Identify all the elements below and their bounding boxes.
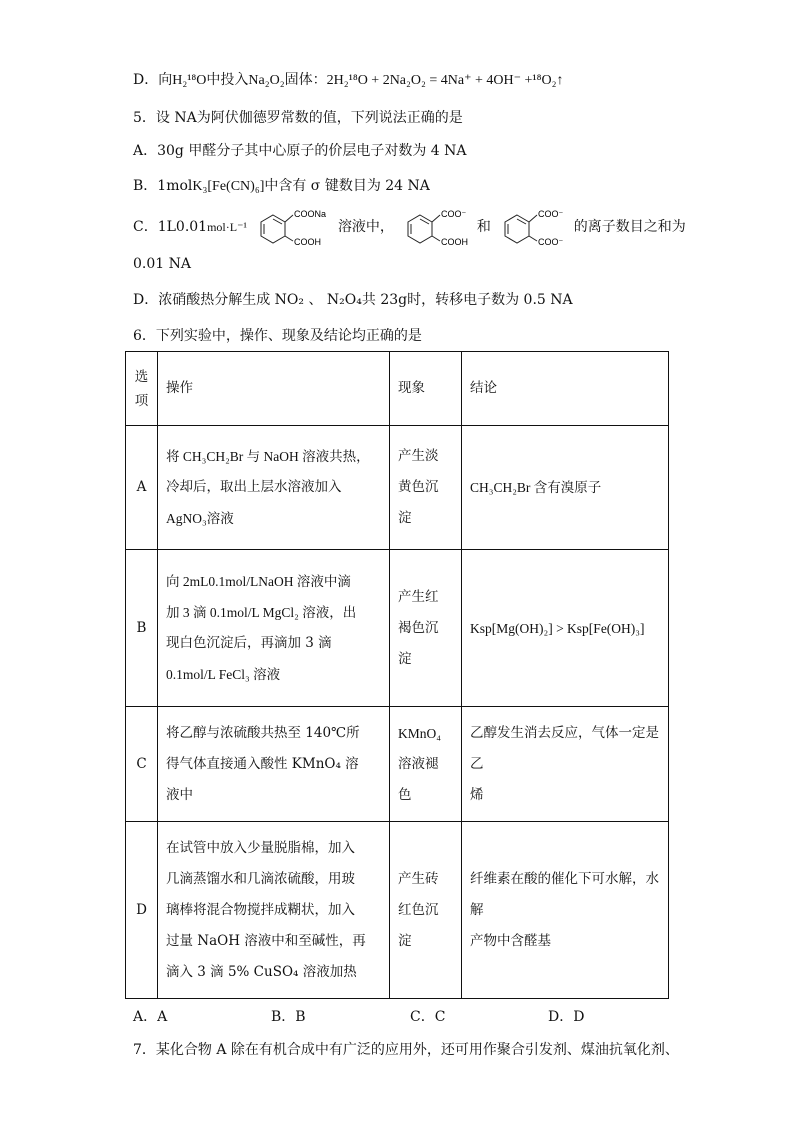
answer-choice-c[interactable]: C．C [410, 1009, 446, 1025]
row-conclusion [462, 822, 669, 999]
phthalate-structure [495, 205, 569, 249]
row-phenomenon [390, 707, 462, 822]
row-phenomenon [390, 822, 462, 999]
row-conclusion [462, 426, 669, 550]
row-option: A [126, 426, 158, 550]
phenomenon-line: 红色沉 [398, 901, 439, 918]
operation-line: 在试管中放入少量脱脂棉，加入 [166, 839, 355, 856]
q5-c-mid2: 和 [476, 219, 491, 235]
row-phenomenon [390, 426, 462, 550]
row-operation [158, 822, 390, 999]
phenomenon-line: 产生砖 [398, 870, 439, 887]
q5-b-prefix: B．1mol [133, 178, 193, 194]
q5-option-a: A．30g 甲醛分子其中心原子的价层电子对数为 4 NA [133, 143, 467, 159]
monosodium-phthalate-structure [251, 205, 333, 249]
conclusion-line: CH₃CH₂Br 含有溴原子 [470, 480, 602, 495]
q7-stem: 7．某化合物 A 除在有机合成中有广泛的应用外，还可用作聚合引发剂、煤油抗氧化剂、 [133, 1042, 679, 1058]
answer-choice-b[interactable]: B．B [271, 1009, 306, 1025]
q4-d-h2o: H₂¹⁸O中投入 [172, 73, 249, 88]
q4-d-prefix: D．向 [133, 72, 173, 88]
table-row [126, 707, 669, 822]
mol2-top-label: COO⁻ [441, 209, 467, 219]
operation-line: 得气体直接通入酸性 KMnO₄ 溶 [166, 755, 359, 772]
operation-line: 将乙醇与浓硫酸共热至 140℃所 [166, 724, 360, 741]
conclusion-line: 乙醇发生消去反应，气体一定是乙 [470, 724, 659, 772]
phenomenon-line: KMnO₄ [398, 725, 441, 741]
row-operation [158, 426, 390, 550]
mol3-top-label: COO⁻ [538, 209, 564, 219]
row-operation [158, 707, 390, 822]
q4-option-d [133, 70, 563, 91]
operation-line: 璃棒将混合物搅拌成糊状，加入 [166, 901, 355, 918]
phenomenon-line: 产生淡 [398, 448, 439, 464]
q5-option-b [133, 176, 430, 197]
q6-stem: 6．下列实验中，操作、现象及结论均正确的是 [133, 328, 422, 344]
phenomenon-line: 黄色沉 [398, 479, 439, 495]
operation-line: 液中 [166, 786, 193, 803]
operation-line: 过量 NaOH 溶液中和至碱性，再 [166, 932, 366, 949]
operation-line: 现白色沉淀后，再滴加 3 滴 [166, 635, 332, 651]
q4-d-na2o2: Na₂O₂ [248, 73, 285, 88]
conclusion-line: 纤维素在酸的催化下可水解，水解 [470, 870, 659, 918]
table-row [126, 426, 669, 550]
row-operation [158, 550, 390, 707]
q5-c-mid1: 溶液中， [337, 219, 394, 235]
operation-line: 滴入 3 滴 5% CuSO₄ 溶液加热 [166, 963, 357, 980]
row-option: D [126, 822, 158, 999]
conclusion-line: 产物中含醛基 [470, 932, 551, 949]
phenomenon-line: 褐色沉 [398, 619, 439, 636]
q5-c-unit: mol·L⁻¹ [207, 220, 248, 234]
header-operation: 操作 [158, 352, 390, 426]
operation-line: 加 3 滴 0.1mol/L MgCl₂ 溶液，出 [166, 605, 357, 620]
mol1-bottom-label: COOH [294, 237, 322, 247]
q5-c-prefix: C．1L0.01 [133, 219, 208, 235]
row-option: B [126, 550, 158, 707]
operation-line: 0.1mol/L FeCl₃ 溶液 [166, 667, 281, 682]
header-phenomenon: 现象 [390, 352, 462, 426]
phenomenon-line: 产生红 [398, 588, 439, 605]
q5-option-c [133, 205, 686, 249]
phenomenon-line: 溶液褪 [398, 755, 439, 772]
experiment-table [125, 351, 669, 999]
q4-d-equation: 2H₂¹⁸O + 2Na₂O₂ = 4Na⁺ + 4OH⁻ +¹⁸O₂↑ [326, 73, 564, 88]
q4-d-solid: 固体： [284, 72, 327, 88]
conclusion-line: Ksp[Mg(OH)₂] > Ksp[Fe(OH)₃] [470, 620, 645, 636]
mol1-top-label: COONa [294, 209, 327, 219]
row-conclusion [462, 707, 669, 822]
row-phenomenon [390, 550, 462, 707]
q5-option-d: D．浓硝酸热分解生成 NO₂ 、 N₂O₄共 23g时，转移电子数为 0.5 NA [133, 292, 573, 308]
hydrogen-phthalate-structure [398, 205, 472, 249]
q5-c-suffix: 的离子数目之和为 [573, 219, 686, 235]
phenomenon-line: 淀 [398, 510, 412, 526]
row-option: C [126, 707, 158, 822]
answer-choice-a[interactable]: A．A [133, 1009, 168, 1025]
operation-line: 冷却后，取出上层水溶液加入 [166, 479, 342, 495]
phenomenon-line: 淀 [398, 650, 412, 667]
header-option: 选项 [126, 352, 158, 426]
q5-stem: 5．设 NA为阿伏伽德罗常数的值，下列说法正确的是 [133, 110, 463, 126]
q5-b-formula: K₃[Fe(CN)₆] [192, 179, 265, 194]
table-header-row [126, 352, 669, 426]
header-conclusion: 结论 [462, 352, 669, 426]
answer-choice-d[interactable]: D．D [548, 1009, 585, 1025]
operation-line: 几滴蒸馏水和几滴浓硫酸，用玻 [166, 870, 355, 887]
table-row [126, 550, 669, 707]
mol3-bottom-label: COO⁻ [538, 237, 564, 247]
q5-option-c-cont: 0.01 NA [133, 256, 191, 272]
conclusion-line: 烯 [470, 786, 484, 803]
q5-b-suffix: 中含有 σ 键数目为 24 NA [264, 178, 430, 194]
table-row [126, 822, 669, 999]
phenomenon-line: 色 [398, 786, 412, 803]
operation-line: 向 2mL0.1mol/LNaOH 溶液中滴 [166, 574, 351, 589]
mol2-bottom-label: COOH [441, 237, 469, 247]
operation-line: AgNO₃溶液 [166, 511, 234, 526]
q6-answer-choices [133, 1006, 693, 1028]
phenomenon-line: 淀 [398, 932, 412, 949]
operation-line: 将 CH₃CH₂Br 与 NaOH 溶液共热， [166, 449, 370, 464]
row-conclusion [462, 550, 669, 707]
